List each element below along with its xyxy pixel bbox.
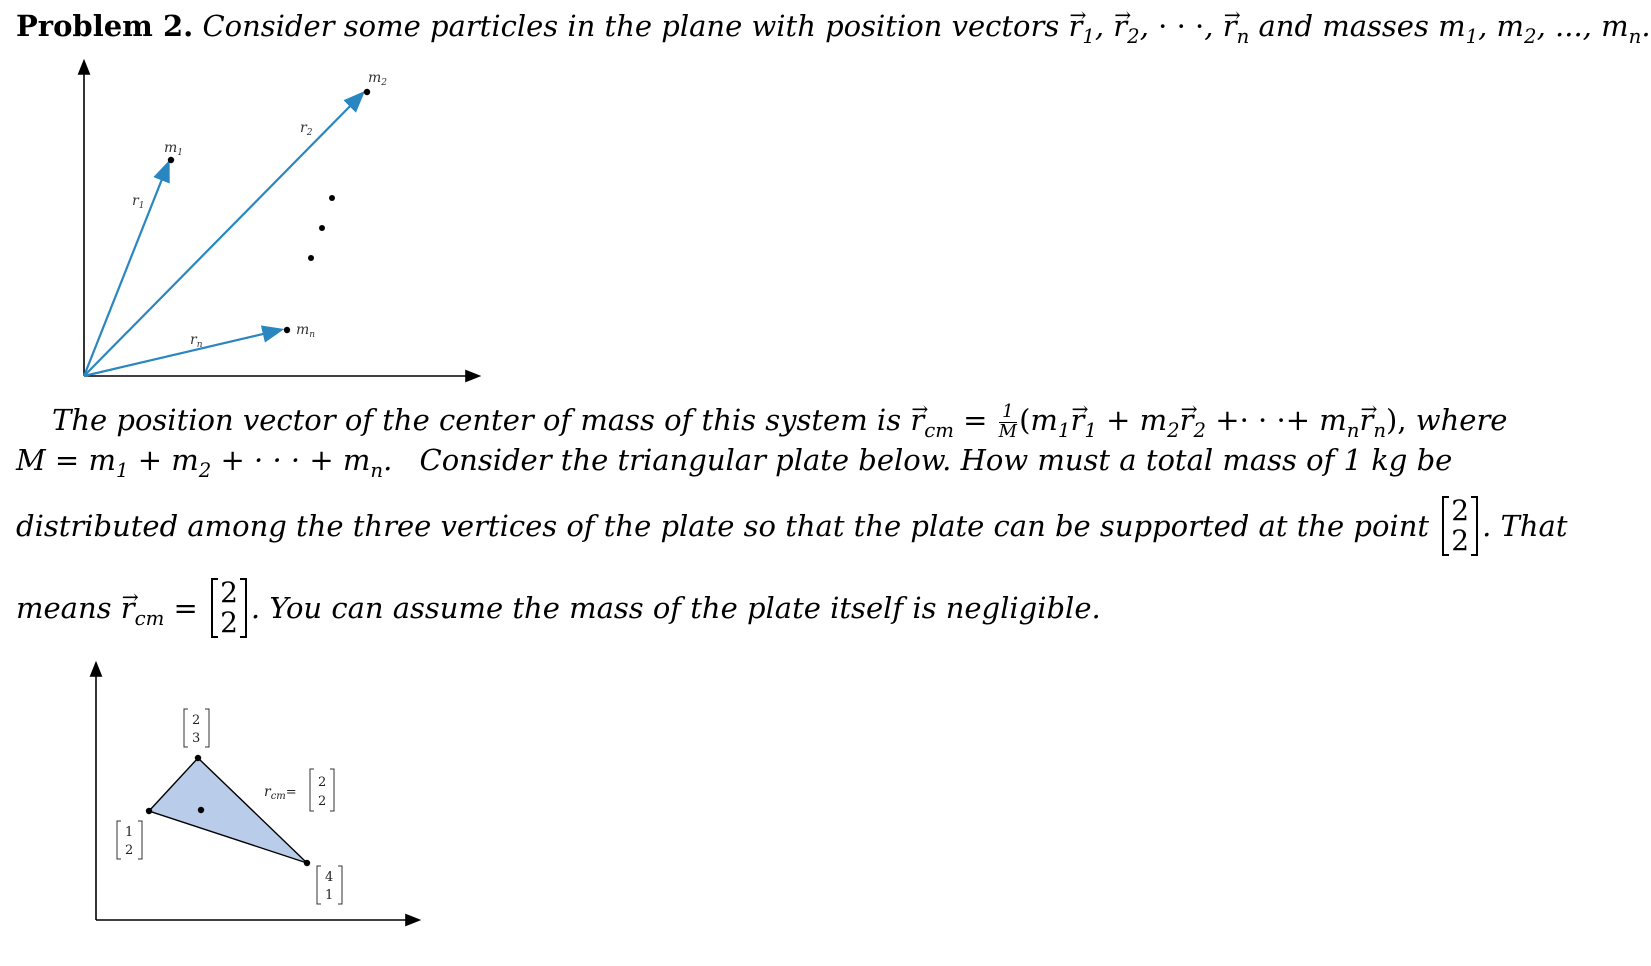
- svg-text:2: 2: [125, 843, 134, 858]
- svg-text:3: 3: [192, 731, 201, 746]
- label-m1: $m_1$: [164, 140, 184, 158]
- svg-text:2: 2: [318, 794, 327, 809]
- triangle-plate-figure: [0, 650, 440, 940]
- triangular-plate: [149, 758, 307, 863]
- svg-text:4: 4: [325, 870, 334, 885]
- paragraph-line-3: distributed among the three vertices of the plate so that the plate can be supported at the point 2 2 . That: [16, 494, 1568, 557]
- particle-m1: [168, 157, 174, 163]
- paragraph-line-1: The position vector of the center of mass of this system is → $r_{cm}$ = $\frac{1}{M}$ ($m_1\to r_1 + m_2\to r_2$ +· · ·+ $m_n\to r_n$), where: [52, 402, 1507, 449]
- center-of-mass-point: [198, 807, 204, 813]
- vertex-label-2-3: [184, 709, 209, 747]
- vector-rn: [84, 330, 280, 376]
- label-mn: $m_n$: [296, 322, 316, 340]
- intro-text: Consider some particles in the plane with position vectors → $r_1$, → $r_2$, · · ·, → $r_n$ and masses $m_1$, $m_2$, ..., $m_n$.: [202, 9, 1650, 43]
- fraction-1-over-M: $\frac{1}{M}$: [998, 400, 1018, 442]
- svg-text:2: 2: [318, 775, 327, 790]
- particle-mn: [284, 327, 290, 333]
- svg-text:1: 1: [125, 825, 134, 840]
- paragraph-line-4: means → $r_{cm}$ = 2 2 . You can assume the mass of the plate itself is negligible.: [16, 580, 1101, 640]
- label-r2: $r_2$: [300, 120, 313, 138]
- ellipsis-dot: [319, 225, 325, 231]
- vertex-1-2: [146, 808, 152, 814]
- svg-text:1: 1: [325, 888, 334, 903]
- particle-m2: [364, 89, 370, 95]
- particles-figure: [0, 50, 520, 390]
- vertex-label-1-2: [117, 821, 142, 859]
- ellipsis-dot: [308, 255, 314, 261]
- vector-r2: [84, 94, 362, 376]
- problem-heading: Problem 2.: [16, 9, 194, 43]
- svg-text:rcm=: $r_{cm}=$: [264, 784, 297, 802]
- support-point-matrix: 2 2: [1438, 496, 1482, 556]
- vector-r1: [84, 164, 168, 376]
- rcm-label: [264, 769, 334, 811]
- svg-text:2: 2: [192, 713, 201, 728]
- label-r1: $r_1$: [132, 193, 145, 211]
- vertex-4-1: [304, 860, 310, 866]
- label-m2: $m_2$: [368, 70, 388, 88]
- label-rn: $r_n$: [190, 332, 203, 350]
- rcm-matrix: 2 2: [207, 578, 251, 638]
- vertex-2-3: [195, 755, 201, 761]
- problem-statement-line-1: [16, 8, 1651, 55]
- vertex-label-4-1: [317, 866, 342, 904]
- paragraph-line-2: $M = m_1 + m_2$ + · · · + $m_n$. Consider the triangular plate below. How must a total mass of 1 kg be: [16, 443, 1453, 482]
- ellipsis-dot: [329, 195, 335, 201]
